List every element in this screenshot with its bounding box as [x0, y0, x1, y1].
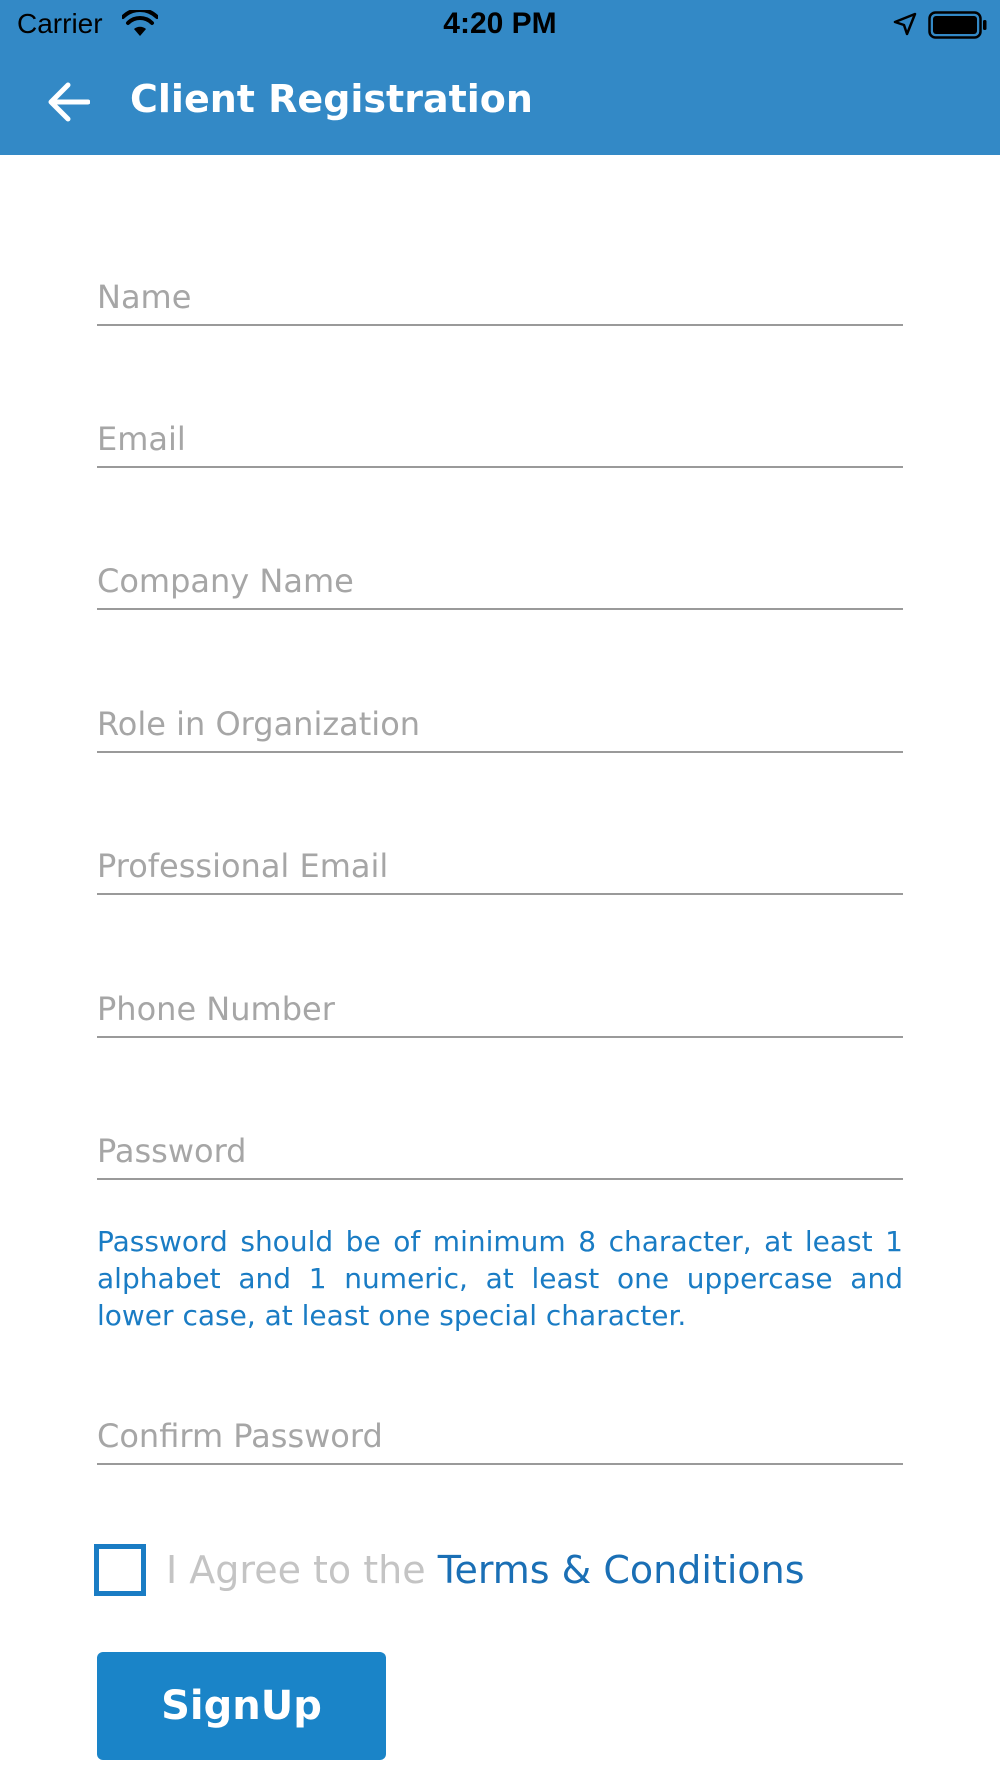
arrow-left-icon — [46, 82, 90, 122]
carrier-label: Carrier — [17, 8, 103, 39]
phone-number-field[interactable] — [97, 966, 903, 1038]
agree-prefix: I Agree to the — [166, 1548, 438, 1592]
confirm-password-field[interactable] — [97, 1393, 903, 1465]
back-button[interactable] — [38, 74, 98, 130]
professional-email-input[interactable] — [97, 847, 903, 885]
professional-email-field[interactable] — [97, 823, 903, 895]
company-name-input[interactable] — [97, 562, 903, 600]
role-input[interactable] — [97, 705, 903, 743]
terms-link[interactable]: Terms & Conditions — [437, 1548, 805, 1592]
password-field[interactable] — [97, 1108, 903, 1180]
agree-label — [166, 1548, 805, 1592]
email-field[interactable] — [97, 396, 903, 468]
battery-icon — [928, 10, 988, 40]
password-hint: Password should be of minimum 8 character, at least 1 alphabet and 1 numeric, at least one uppercase and lower case, at least one special character. — [97, 1225, 903, 1332]
page-title: Client Registration — [130, 77, 533, 121]
role-field[interactable] — [97, 681, 903, 753]
password-input[interactable] — [97, 1132, 903, 1170]
signup-button[interactable]: SignUp — [97, 1652, 386, 1760]
name-input[interactable] — [97, 278, 903, 316]
status-time: 4:20 PM — [443, 7, 557, 40]
agree-checkbox[interactable] — [94, 1544, 146, 1596]
app-bar — [0, 50, 1000, 155]
name-field[interactable] — [97, 254, 903, 326]
company-name-field[interactable] — [97, 538, 903, 610]
top-bar — [0, 0, 1000, 155]
email-input[interactable] — [97, 420, 903, 458]
terms-agreement — [94, 1538, 805, 1602]
confirm-password-input[interactable] — [97, 1417, 903, 1455]
status-bar — [0, 0, 1000, 50]
location-arrow-icon — [893, 12, 917, 36]
phone-number-input[interactable] — [97, 990, 903, 1028]
